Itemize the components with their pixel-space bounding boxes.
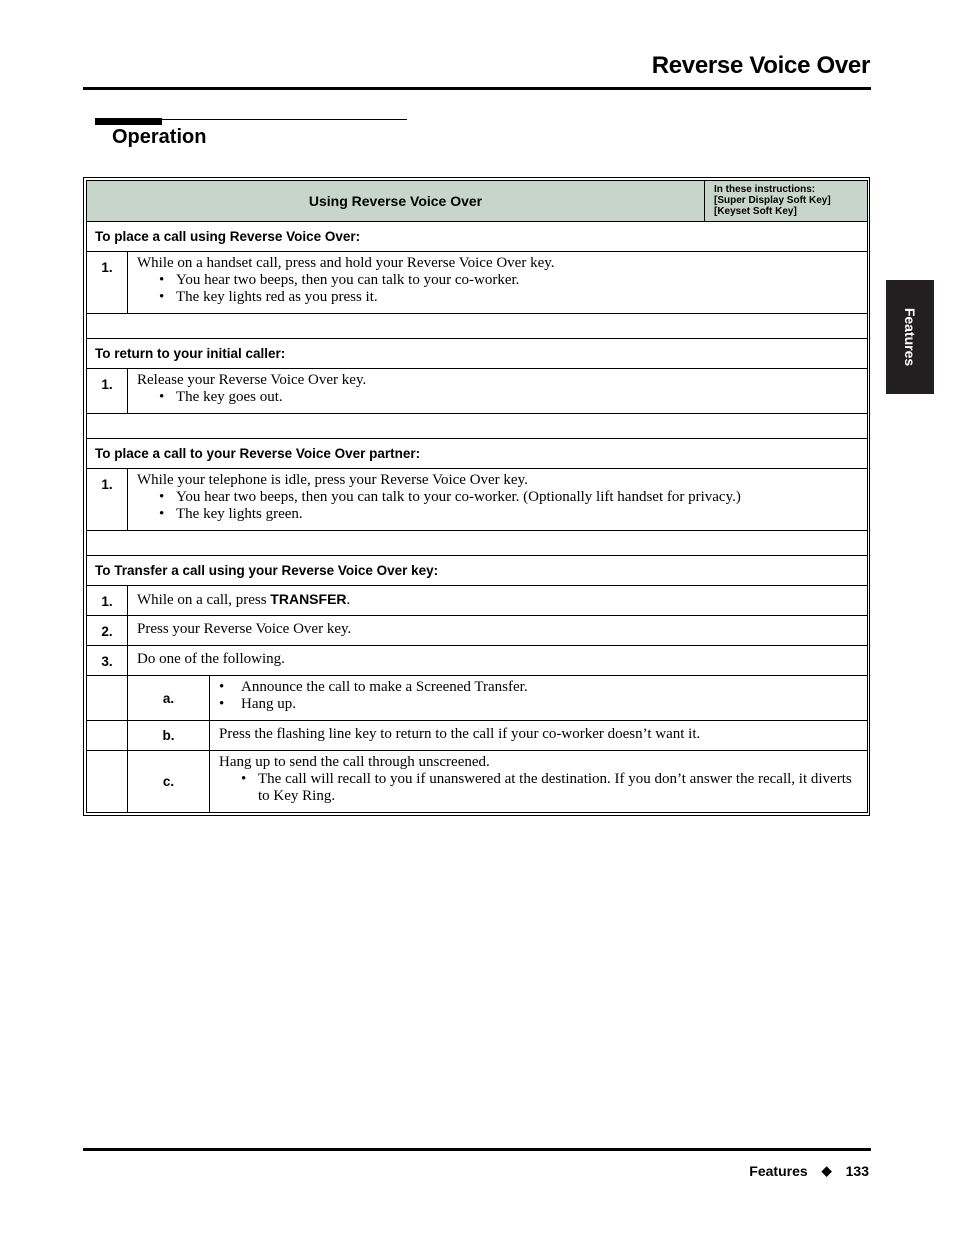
note-line: [Super Display Soft Key] xyxy=(714,195,831,206)
step-text xyxy=(128,469,868,531)
bullet-item: • The key goes out. xyxy=(137,389,858,406)
step-text xyxy=(128,252,868,314)
step-number: 1. xyxy=(87,252,128,314)
spacer-row xyxy=(87,414,868,439)
substep-row xyxy=(87,751,868,813)
group-heading-row xyxy=(87,556,868,586)
group-heading-row xyxy=(87,339,868,369)
step-number: 1. xyxy=(87,586,128,616)
bullet-item: • You hear two beeps, then you can talk to your co-worker. xyxy=(137,272,858,289)
step-number: 1. xyxy=(87,369,128,414)
substep-letter: a. xyxy=(128,676,210,721)
step-text xyxy=(128,586,868,616)
bullet-item: • The key lights red as you press it. xyxy=(137,289,858,306)
substep-text xyxy=(210,751,868,813)
table-header-row xyxy=(87,181,868,222)
side-tab-features xyxy=(886,280,934,394)
bullet-item: • The key lights green. xyxy=(137,506,858,523)
step-row xyxy=(87,469,868,531)
step-number: 3. xyxy=(87,646,128,676)
page-footer xyxy=(749,1163,869,1179)
section-rule-thin xyxy=(162,119,407,120)
bullet-item: • You hear two beeps, then you can talk to your co-worker. (Optionally lift handset for privacy.) xyxy=(137,489,858,506)
substep-letter: b. xyxy=(128,721,210,751)
footer-section: Features xyxy=(749,1163,808,1179)
substep-line: Hang up to send the call through unscreened. xyxy=(219,754,490,770)
bullet-item: • Hang up. xyxy=(219,696,858,713)
footer-rule xyxy=(83,1148,871,1151)
note-line: In these instructions: xyxy=(714,184,816,195)
diamond-icon: ◆ xyxy=(821,1163,832,1178)
side-tab-label: Features xyxy=(902,307,919,367)
spacer-row xyxy=(87,314,868,339)
substep-row xyxy=(87,676,868,721)
step-line: While on a handset call, press and hold your Reverse Voice Over key. xyxy=(137,255,555,271)
step-text xyxy=(128,369,868,414)
step-text: Press your Reverse Voice Over key. xyxy=(128,616,868,646)
empty-cell xyxy=(87,751,128,813)
step-row xyxy=(87,586,868,616)
substep-letter: c. xyxy=(128,751,210,813)
group-heading: To return to your initial caller: xyxy=(87,339,868,369)
empty-cell xyxy=(87,676,128,721)
substep-text xyxy=(210,676,868,721)
group-heading: To place a call to your Reverse Voice Over partner: xyxy=(87,439,868,469)
group-heading: To Transfer a call using your Reverse Voice Over key: xyxy=(87,556,868,586)
section-rule-thick xyxy=(95,118,162,125)
instruction-table xyxy=(83,177,870,816)
step-line: Release your Reverse Voice Over key. xyxy=(137,372,367,388)
page-number: 133 xyxy=(845,1163,869,1179)
step-row xyxy=(87,616,868,646)
bullet-item: • Announce the call to make a Screened Transfer. xyxy=(219,679,858,696)
group-heading: To place a call using Reverse Voice Over: xyxy=(87,222,868,252)
step-row xyxy=(87,252,868,314)
step-line: While on a call, press xyxy=(137,592,267,608)
step-number: 1. xyxy=(87,469,128,531)
group-heading-row xyxy=(87,439,868,469)
table-title: Using Reverse Voice Over xyxy=(87,181,705,222)
note-line: [Keyset Soft Key] xyxy=(714,206,797,217)
header-rule xyxy=(83,87,871,90)
step-text: Do one of the following. xyxy=(128,646,868,676)
transfer-key-label: TRANSFER xyxy=(270,591,347,607)
empty-cell xyxy=(87,721,128,751)
step-row xyxy=(87,646,868,676)
step-line: While your telephone is idle, press your Reverse Voice Over key. xyxy=(137,472,528,488)
substep-text: Press the flashing line key to return to the call if your co-worker doesn’t want it. xyxy=(210,721,868,751)
substep-row xyxy=(87,721,868,751)
instructions-note xyxy=(705,181,868,222)
page-title: Reverse Voice Over xyxy=(651,52,870,79)
section-heading: Operation xyxy=(112,126,207,148)
group-heading-row xyxy=(87,222,868,252)
spacer-row xyxy=(87,531,868,556)
step-punctuation: . xyxy=(346,592,351,608)
step-number: 2. xyxy=(87,616,128,646)
step-row xyxy=(87,369,868,414)
bullet-item: • The call will recall to you if unanswered at the destination. If you don’t answer the recall, it diverts to Key Ring. xyxy=(219,771,858,805)
